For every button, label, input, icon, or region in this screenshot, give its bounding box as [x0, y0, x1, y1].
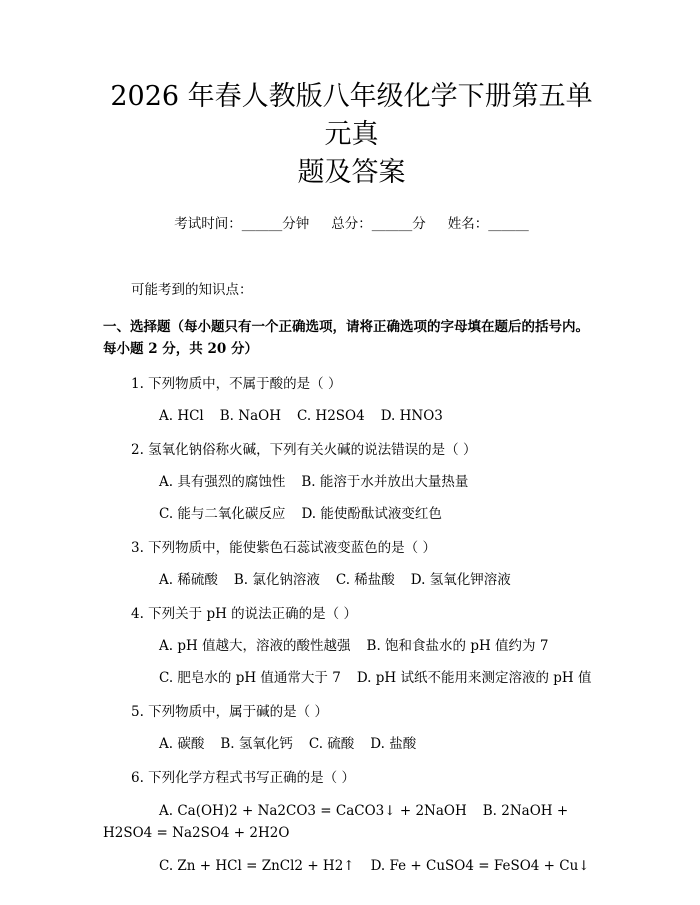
exam-info	[103, 212, 600, 232]
q3-option-a: A. 稀硫酸	[159, 572, 218, 588]
question-3-options	[103, 570, 600, 590]
title-line-1: 2026 年春人教版八年级化学下册第五单元真	[110, 81, 593, 150]
q1-option-c: C. H2SO4	[296, 408, 365, 424]
question-6-stem: 6. 下列化学方程式书写正确的是（ ）	[131, 770, 355, 786]
q2-option-c: C. 能与二氧化碳反应	[159, 506, 286, 522]
q6-option-c: C. Zn + HCl = ZnCl2 + H2↑	[159, 858, 355, 874]
q2-option-d: D. 能使酚酞试液变红色	[301, 506, 442, 522]
q1-option-a: A. HCl	[159, 408, 204, 424]
q6-option-a: A. Ca(OH)2 + Na2CO3 = CaCO3↓ + 2NaOH	[159, 803, 467, 819]
q2-option-a: A. 具有强烈的腐蚀性	[159, 474, 286, 490]
title-line-2: 题及答案	[297, 157, 406, 188]
q4-option-c: C. 肥皂水的 pH 值通常大于 7	[159, 670, 341, 686]
q6-option-d: D. Fe + CuSO4 = FeSO4 + Cu↓	[370, 858, 590, 874]
student-name: 姓名：______	[447, 216, 529, 232]
q1-option-d: D. HNO3	[380, 408, 443, 424]
question-6-options-row2	[103, 856, 600, 876]
question-1-stem: 1. 下列物质中，不属于酸的是（ ）	[131, 376, 342, 392]
q2-option-b: B. 能溶于水并放出大量热量	[301, 474, 469, 490]
q6-option-b: B. 2NaOH + H2SO4 = Na2SO4 + 2H2O	[103, 803, 569, 841]
q5-option-d: D. 盐酸	[370, 736, 417, 752]
q1-option-b: B. NaOH	[219, 408, 281, 424]
exam-time: 考试时间：______分钟	[174, 216, 310, 232]
q3-option-b: B. 氯化钠溶液	[233, 572, 320, 588]
question-3-stem: 3. 下列物质中，能使紫色石蕊试液变蓝色的是（ ）	[131, 540, 436, 556]
q5-option-a: A. 碳酸	[159, 736, 205, 752]
q4-option-a: A. pH 值越大，溶液的酸性越强	[159, 638, 351, 654]
question-4-stem: 4. 下列关于 pH 的说法正确的是（ ）	[131, 606, 357, 622]
question-4-options-row1	[103, 636, 600, 656]
knowledge-points-label: 可能考到的知识点：	[131, 282, 253, 298]
q5-option-c: C. 硫酸	[308, 736, 355, 752]
q4-option-d: D. pH 试纸不能用来测定溶液的 pH 值	[356, 670, 592, 686]
section-heading: 一、选择题（每小题只有一个正确选项，请将正确选项的字母填在题后的括号内。每小题 2 分，共 20 分）	[103, 319, 589, 357]
q4-option-b: B. 饱和食盐水的 pH 值约为 7	[366, 638, 549, 654]
question-5-stem: 5. 下列物质中，属于碱的是（ ）	[131, 704, 328, 720]
q3-option-d: D. 氢氧化钾溶液	[410, 572, 511, 588]
document-title	[103, 0, 600, 192]
question-5-options	[103, 734, 600, 754]
question-2-options-row1	[103, 472, 600, 492]
question-6-options-row1	[103, 800, 600, 844]
q5-option-b: B. 氢氧化钙	[220, 736, 293, 752]
total-score: 总分：______分	[331, 216, 426, 232]
question-4-options-row2	[103, 668, 600, 688]
question-1-options	[103, 406, 600, 426]
question-2-stem: 2. 氢氧化钠俗称火碱，下列有关火碱的说法错误的是（ ）	[131, 442, 477, 458]
q3-option-c: C. 稀盐酸	[335, 572, 395, 588]
question-2-options-row2	[103, 504, 600, 524]
